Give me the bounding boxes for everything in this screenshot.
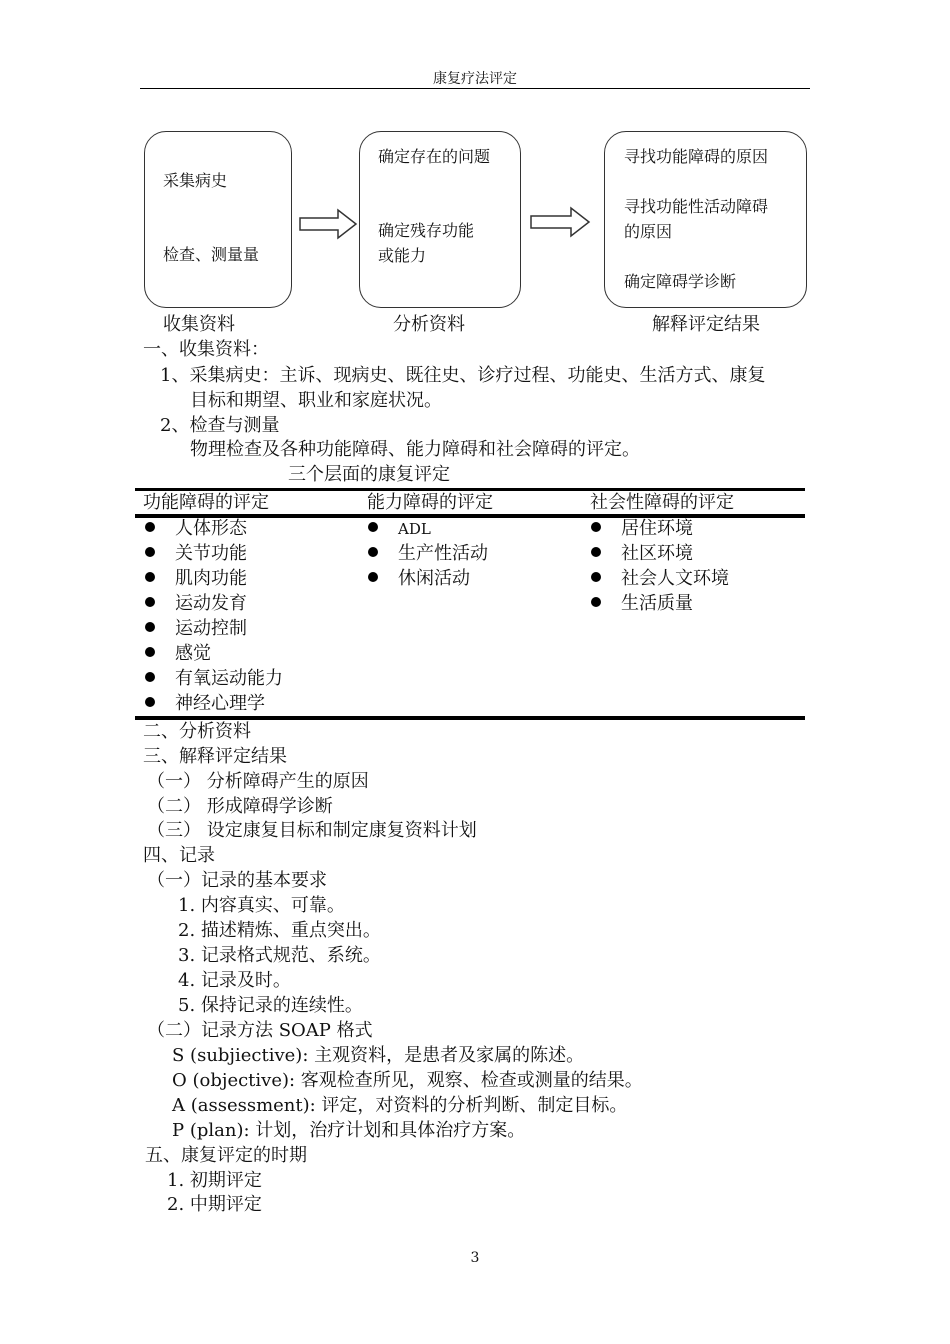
bullet-icon: [145, 647, 155, 657]
flow-box-collect-line2: 检查、测量量: [163, 245, 260, 264]
list-item: 肌肉功能: [145, 566, 283, 591]
list-item: 运动控制: [145, 616, 283, 641]
bullet-icon: [145, 622, 155, 632]
bullet-icon: [145, 547, 155, 557]
section1-item2-desc: 物理检查及各种功能障碍、能力障碍和社会障碍的评定。: [190, 439, 640, 460]
flow-label-interpret: 解释评定结果: [652, 314, 760, 335]
section4-req-3: 3. 记录格式规范、系统。: [178, 945, 381, 966]
flow-label-collect: 收集资料: [163, 314, 235, 335]
flow-arrow-1: [298, 208, 360, 240]
section3-item-3: （三） 设定康复目标和制定康复资料计划: [147, 820, 477, 841]
header-rule: [140, 88, 810, 89]
page-header-title: 康复疗法评定: [433, 71, 517, 87]
list-item: 休闲活动: [368, 566, 488, 591]
section4-sub2: （二）记录方法 SOAP 格式: [147, 1020, 373, 1041]
section1-item2: 2、检查与测量: [160, 415, 280, 436]
flow-box-interpret-line4: 确定障碍学诊断: [624, 272, 737, 291]
list-item: 关节功能: [145, 541, 283, 566]
list-item: 生产性活动: [368, 541, 488, 566]
section5-item-1: 1. 初期评定: [167, 1170, 262, 1191]
flow-box-collect: [144, 131, 292, 308]
table-caption: 三个层面的康复评定: [288, 464, 450, 485]
table-col-ability: [368, 516, 488, 591]
list-item: 感觉: [145, 641, 283, 666]
flow-box-analyze-line1: 确定存在的问题: [378, 147, 491, 166]
list-item: 神经心理学: [145, 691, 283, 716]
bullet-icon: [591, 547, 601, 557]
bullet-icon: [368, 522, 378, 532]
section3-item-2: （二） 形成障碍学诊断: [147, 796, 333, 817]
section2-heading: 二、分析资料: [143, 721, 251, 742]
soap-a: A (assessment): 评定，对资料的分析判断、制定目标。: [172, 1095, 628, 1116]
section4-req-4: 4. 记录及时。: [178, 970, 291, 991]
flow-box-interpret-line3: 的原因: [624, 222, 673, 241]
bullet-icon: [145, 672, 155, 682]
section4-req-2: 2. 描述精炼、重点突出。: [178, 920, 381, 941]
section3-item-1: （一） 分析障碍产生的原因: [147, 771, 369, 792]
section3-heading: 三、解释评定结果: [143, 746, 287, 767]
bullet-icon: [145, 597, 155, 607]
flow-box-interpret-line2: 寻找功能性活动障碍: [624, 197, 769, 216]
table-header-ability: 能力障碍的评定: [367, 492, 493, 513]
soap-p: P (plan): 计划，治疗计划和具体治疗方案。: [172, 1120, 526, 1141]
section1-item1-line1: 1、采集病史：主诉、现病史、既往史、诊疗过程、功能史、生活方式、康复: [160, 365, 766, 386]
section1-heading: 一、收集资料：: [143, 339, 269, 360]
section5-item-2: 2. 中期评定: [167, 1194, 262, 1215]
section4-req-1: 1. 内容真实、可靠。: [178, 895, 345, 916]
flow-arrow-2: [529, 206, 593, 238]
bullet-icon: [591, 522, 601, 532]
flow-box-collect-line1: 采集病史: [163, 171, 228, 190]
section4-heading: 四、记录: [143, 845, 215, 866]
list-item: ADL: [368, 516, 488, 541]
list-item: 人体形态: [145, 516, 283, 541]
list-item: 有氧运动能力: [145, 666, 283, 691]
bullet-icon: [368, 547, 378, 557]
bullet-icon: [145, 572, 155, 582]
flow-box-analyze-line2: 确定残存功能: [378, 221, 475, 240]
list-item: 居住环境: [591, 516, 729, 541]
list-item: 运动发育: [145, 591, 283, 616]
bullet-icon: [591, 597, 601, 607]
flow-label-analyze: 分析资料: [393, 314, 465, 335]
bullet-icon: [368, 572, 378, 582]
list-item: 社区环境: [591, 541, 729, 566]
section5-heading: 五、康复评定的时期: [145, 1145, 307, 1166]
flow-box-interpret-line1: 寻找功能障碍的原因: [624, 147, 769, 166]
section1-item1-line2: 目标和期望、职业和家庭状况。: [190, 390, 442, 411]
page-number: 3: [470, 1250, 480, 1266]
soap-s: S (subjiective): 主观资料，是患者及家属的陈述。: [172, 1045, 585, 1066]
bullet-icon: [145, 697, 155, 707]
section4-sub1: （一）记录的基本要求: [147, 870, 327, 891]
flow-box-analyze-line3: 或能力: [378, 246, 427, 265]
bullet-icon: [591, 572, 601, 582]
section4-req-5: 5. 保持记录的连续性。: [178, 995, 363, 1016]
list-item: 社会人文环境: [591, 566, 729, 591]
list-item: 生活质量: [591, 591, 729, 616]
table-header-function: 功能障碍的评定: [143, 492, 269, 513]
table-header-social: 社会性障碍的评定: [590, 492, 734, 513]
bullet-icon: [145, 522, 155, 532]
table-col-function: [145, 516, 283, 716]
soap-o: O (objective): 客观检查所见，观察、检查或测量的结果。: [172, 1070, 643, 1091]
table-col-social: [591, 516, 729, 616]
